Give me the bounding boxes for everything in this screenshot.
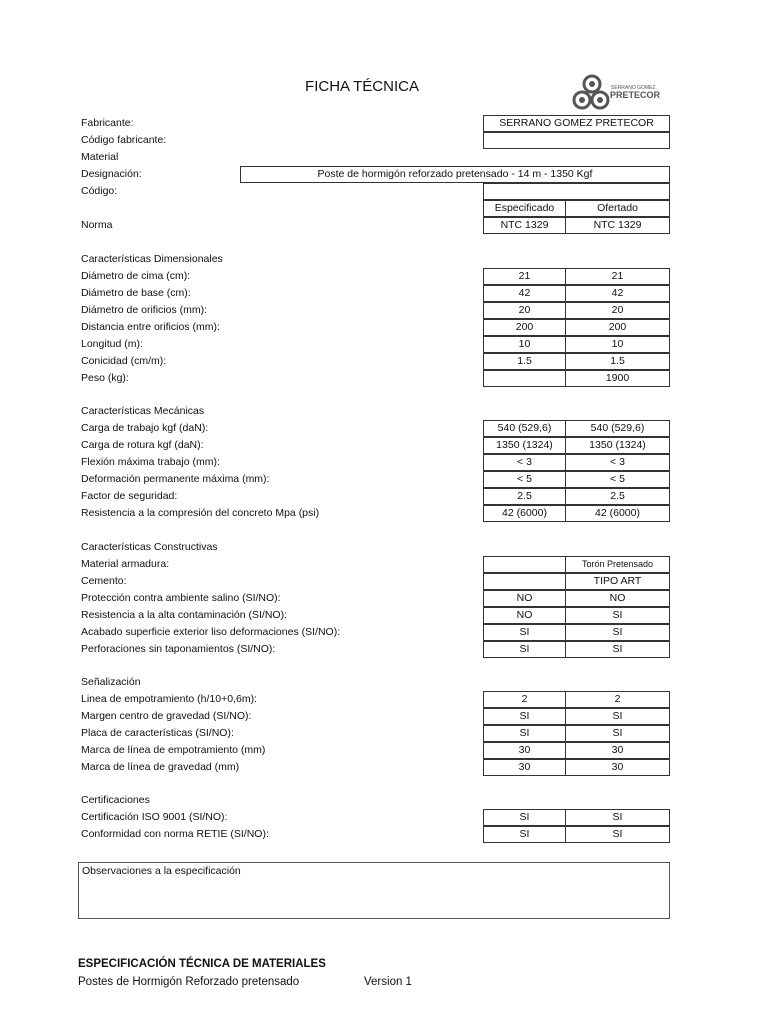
value-especificado: 42 (6000) xyxy=(483,505,566,522)
page-title: FICHA TÉCNICA xyxy=(305,78,419,95)
row-label: Resistencia a la compresión del concreto Mpa (psi) xyxy=(81,507,320,519)
observaciones-label: Observaciones a la especificación xyxy=(82,865,241,877)
logo-big-text: PRETECOR xyxy=(610,90,661,100)
value-especificado: NO xyxy=(483,590,566,607)
row-label: Resistencia a la alta contaminación (SI/NO): xyxy=(81,609,288,621)
value-ofertado: SI xyxy=(565,607,670,624)
value-especificado: 10 xyxy=(483,336,566,353)
value-especificado: < 5 xyxy=(483,471,566,488)
fabricante-label: Fabricante: xyxy=(81,117,134,129)
value-ofertado: TIPO ART xyxy=(565,573,670,590)
company-logo xyxy=(568,70,668,114)
value-ofertado: SI xyxy=(565,809,670,826)
norma-ofertado: NTC 1329 xyxy=(565,217,670,234)
value-ofertado: SI xyxy=(565,708,670,725)
row-label: Peso (kg): xyxy=(81,372,129,384)
section-heading-constructivas: Características Constructivas xyxy=(81,541,218,553)
section-heading-dimensionales: Características Dimensionales xyxy=(81,253,223,265)
row-label: Conformidad con norma RETIE (SI/NO): xyxy=(81,828,269,840)
logo-small-text: SERRANO GOMEZ xyxy=(611,85,656,91)
row-label: Placa de características (SI/NO): xyxy=(81,727,234,739)
footer-version: Version 1 xyxy=(364,976,412,988)
section-heading-certificaciones: Certificaciones xyxy=(81,794,150,806)
codigo-value xyxy=(483,183,670,200)
row-label: Deformación permanente máxima (mm): xyxy=(81,473,270,485)
value-ofertado: 30 xyxy=(565,742,670,759)
value-especificado: 2 xyxy=(483,691,566,708)
row-label: Protección contra ambiente salino (SI/NO): xyxy=(81,592,281,604)
value-ofertado: 42 xyxy=(565,285,670,302)
value-ofertado: SI xyxy=(565,624,670,641)
value-especificado: 42 xyxy=(483,285,566,302)
row-label: Linea de empotramiento (h/10+0,6m): xyxy=(81,693,257,705)
pretecor-logo-icon xyxy=(568,70,668,114)
value-especificado xyxy=(483,370,566,387)
row-label: Perforaciones sin taponamientos (SI/NO): xyxy=(81,643,276,655)
codigo-label: Código: xyxy=(81,185,118,197)
value-especificado: 2.5 xyxy=(483,488,566,505)
section-heading-senalizacion: Señalización xyxy=(81,676,141,688)
row-label: Diámetro de orificios (mm): xyxy=(81,304,208,316)
value-ofertado: < 5 xyxy=(565,471,670,488)
value-especificado: 21 xyxy=(483,268,566,285)
row-label: Longitud (m): xyxy=(81,338,143,350)
row-label: Distancia entre orificios (mm): xyxy=(81,321,220,333)
value-ofertado: 1.5 xyxy=(565,353,670,370)
value-especificado xyxy=(483,573,566,590)
value-ofertado: Torón Pretensado xyxy=(565,556,670,573)
section-heading-mecanicas: Características Mecánicas xyxy=(81,405,205,417)
value-ofertado: 2.5 xyxy=(565,488,670,505)
value-especificado: SI xyxy=(483,641,566,658)
row-label: Acabado superficie exterior liso deformaciones (SI/NO): xyxy=(81,626,341,638)
value-especificado: 1.5 xyxy=(483,353,566,370)
codigo-fabricante-value xyxy=(483,132,670,149)
norma-label: Norma xyxy=(81,219,113,231)
row-label: Marca de línea de empotramiento (mm) xyxy=(81,744,266,756)
value-especificado: 1350 (1324) xyxy=(483,437,566,454)
value-especificado: < 3 xyxy=(483,454,566,471)
column-header-especificado: Especificado xyxy=(483,200,566,217)
value-especificado: SI xyxy=(483,624,566,641)
value-ofertado: < 3 xyxy=(565,454,670,471)
value-ofertado: SI xyxy=(565,826,670,843)
value-especificado: SI xyxy=(483,725,566,742)
value-especificado: NO xyxy=(483,607,566,624)
value-especificado: 20 xyxy=(483,302,566,319)
value-ofertado: 21 xyxy=(565,268,670,285)
value-especificado: 30 xyxy=(483,742,566,759)
value-especificado: SI xyxy=(483,809,566,826)
row-label: Certificación ISO 9001 (SI/NO): xyxy=(81,811,228,823)
codigo-fabricante-label: Código fabricante: xyxy=(81,134,167,146)
observaciones-box[interactable] xyxy=(78,862,670,919)
value-ofertado: 540 (529,6) xyxy=(565,420,670,437)
row-label: Flexión máxima trabajo (mm): xyxy=(81,456,220,468)
row-label: Material armadura: xyxy=(81,558,170,570)
designacion-label: Designación: xyxy=(81,168,142,180)
value-especificado: 30 xyxy=(483,759,566,776)
value-ofertado: SI xyxy=(565,725,670,742)
value-ofertado: 1900 xyxy=(565,370,670,387)
row-label: Diámetro de base (cm): xyxy=(81,287,191,299)
value-ofertado: SI xyxy=(565,641,670,658)
row-label: Factor de seguridad: xyxy=(81,490,178,502)
row-label: Carga de rotura kgf (daN): xyxy=(81,439,204,451)
row-label: Margen centro de gravedad (SI/NO): xyxy=(81,710,252,722)
footer-title: ESPECIFICACIÓN TÉCNICA DE MATERIALES xyxy=(78,958,326,970)
norma-especificado: NTC 1329 xyxy=(483,217,566,234)
value-especificado: 540 (529,6) xyxy=(483,420,566,437)
value-ofertado: 20 xyxy=(565,302,670,319)
value-especificado xyxy=(483,556,566,573)
row-label: Cemento: xyxy=(81,575,127,587)
value-ofertado: 2 xyxy=(565,691,670,708)
value-ofertado: 10 xyxy=(565,336,670,353)
value-ofertado: 1350 (1324) xyxy=(565,437,670,454)
fabricante-value: SERRANO GOMEZ PRETECOR xyxy=(483,115,670,132)
value-especificado: SI xyxy=(483,826,566,843)
value-ofertado: NO xyxy=(565,590,670,607)
value-ofertado: 42 (6000) xyxy=(565,505,670,522)
row-label: Conicidad (cm/m): xyxy=(81,355,167,367)
footer-subtitle: Postes de Hormigón Reforzado pretensado xyxy=(78,976,300,988)
row-label: Diámetro de cima (cm): xyxy=(81,270,191,282)
material-label: Material xyxy=(81,151,119,163)
value-especificado: SI xyxy=(483,708,566,725)
designacion-value: Poste de hormigón reforzado pretensado - 14 m - 1350 Kgf xyxy=(240,166,670,183)
value-ofertado: 30 xyxy=(565,759,670,776)
value-ofertado: 200 xyxy=(565,319,670,336)
row-label: Marca de línea de gravedad (mm) xyxy=(81,761,240,773)
column-header-ofertado: Ofertado xyxy=(565,200,670,217)
value-especificado: 200 xyxy=(483,319,566,336)
row-label: Carga de trabajo kgf (daN): xyxy=(81,422,209,434)
